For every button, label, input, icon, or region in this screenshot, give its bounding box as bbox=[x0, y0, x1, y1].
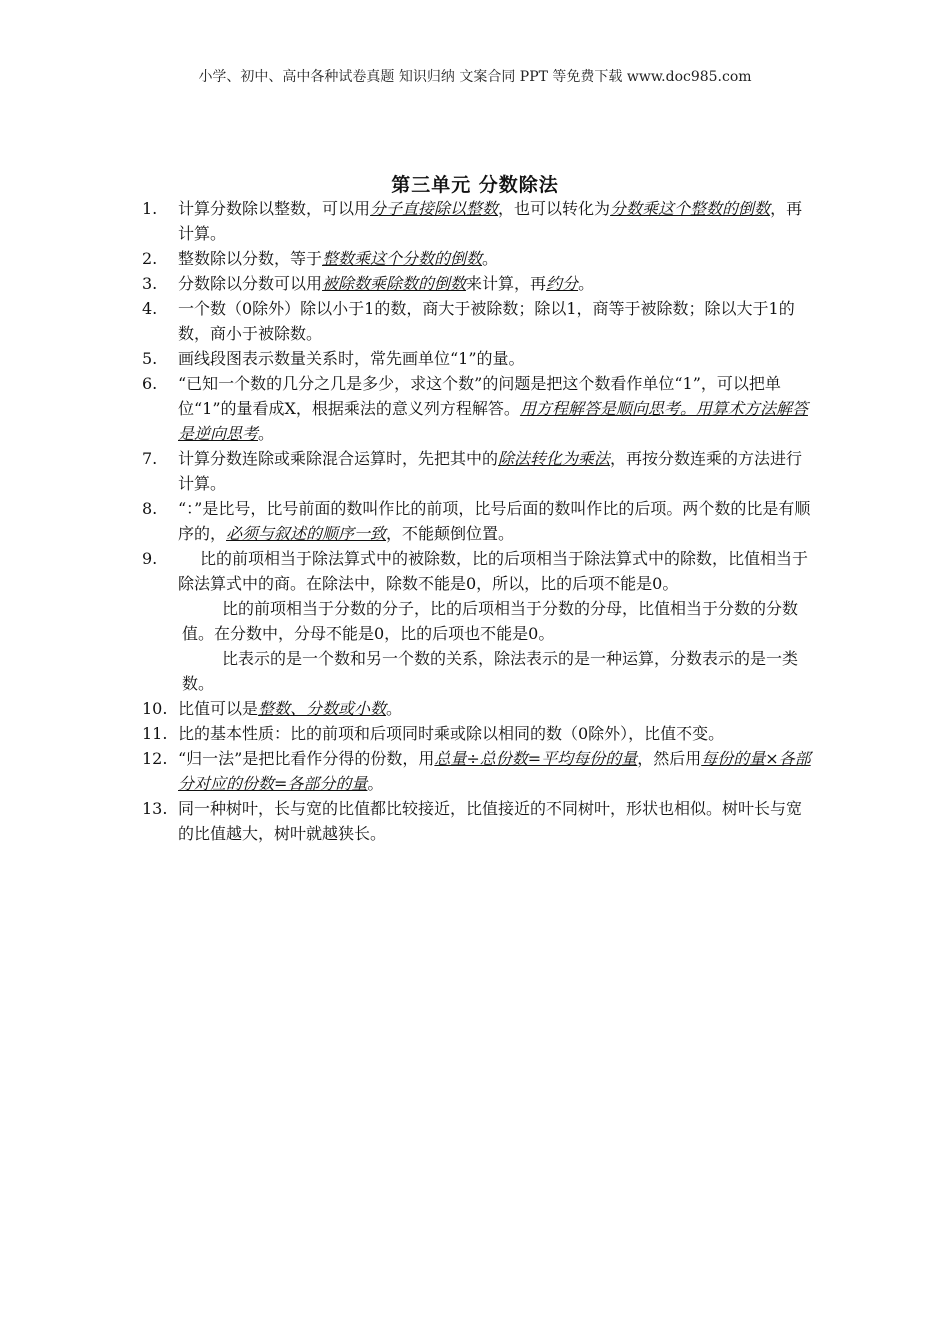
item-text: 一个数（0除外）除以小于1的数，商大于被除数；除以1，商等于被除数；除以大于1的数，商小于被除数。 bbox=[178, 299, 795, 343]
key-point: 用方程解答是顺向思考。用算术方法解答是逆向思考 bbox=[178, 399, 808, 443]
item-text: “：”是比号，比号前面的数叫作比的前项，比号后面的数叫作比的后项。两个数的比是有顺序的，必须与叙述的顺序一致，不能颠倒位置。 bbox=[178, 499, 811, 543]
list-item bbox=[142, 271, 814, 296]
list-item bbox=[142, 696, 814, 721]
key-point: 每份的量×各部分对应的份数=各部分的量 bbox=[178, 749, 811, 793]
item-text: 分数除以分数可以用被除数乘除数的倒数来计算，再约分。 bbox=[178, 274, 595, 293]
page-title: 第三单元 分数除法 bbox=[391, 174, 559, 196]
item-number: 5. bbox=[142, 349, 158, 368]
list-item bbox=[142, 496, 814, 546]
item-text: 比的前项相当于除法算式中的被除数，比的后项相当于除法算式中的除数，比值相当于除法算式中的商。在除法中，除数不能是0，所以，比的后项不能是0。 bbox=[178, 549, 809, 593]
item-text: 画线段图表示数量关系时，常先画单位“1”的量。 bbox=[178, 349, 525, 368]
key-point: 除法转化为乘法 bbox=[498, 449, 611, 468]
page-header: 小学、初中、高中各种试卷真题 知识归纳 文案合同 PPT 等免费下载 www.doc985.com bbox=[198, 69, 752, 85]
item-number: 13. bbox=[142, 799, 168, 818]
item-number: 4. bbox=[142, 299, 158, 318]
item-text: “归一法”是把比看作分得的份数，用总量÷总份数=平均每份的量，然后用每份的量×各部分对应的份数=各部分的量。 bbox=[178, 749, 811, 793]
item-number: 8. bbox=[142, 499, 158, 518]
item-number: 1. bbox=[142, 199, 158, 218]
list-item bbox=[142, 546, 814, 596]
item-text: 计算分数连除或乘除混合运算时，先把其中的除法转化为乘法，再按分数连乘的方法进行计算。 bbox=[178, 449, 803, 493]
item-number: 9. bbox=[142, 549, 158, 568]
item-number: 3. bbox=[142, 274, 158, 293]
item-text: 同一种树叶，长与宽的比值都比较接近，比值接近的不同树叶，形状也相似。树叶长与宽的比值越大，树叶就越狭长。 bbox=[178, 799, 803, 843]
item-paragraph: 比表示的是一个数和另一个数的关系，除法表示的是一种运算，分数表示的是一类数。 bbox=[182, 649, 799, 693]
list-item bbox=[142, 746, 814, 796]
list-item bbox=[142, 721, 814, 746]
key-point: 整数、分数或小数 bbox=[258, 699, 387, 718]
key-point: 总量÷总份数=平均每份的量 bbox=[434, 749, 638, 768]
list-item bbox=[142, 796, 814, 846]
list-item bbox=[142, 446, 814, 496]
item-text: 整数除以分数，等于整数乘这个分数的倒数。 bbox=[178, 249, 499, 268]
item-text: “已知一个数的几分之几是多少，求这个数”的问题是把这个数看作单位“1”，可以把单位“1”的量看成X，根据乘法的意义列方程解答。用方程解答是顺向思考。用算术方法解答是逆向思考。 bbox=[178, 374, 808, 443]
key-point: 分数乘这个整数的倒数 bbox=[610, 199, 771, 218]
list-item bbox=[142, 346, 814, 371]
key-point: 约分 bbox=[546, 274, 579, 293]
list-item bbox=[142, 371, 814, 446]
item-paragraph: 比的前项相当于分数的分子，比的后项相当于分数的分母，比值相当于分数的分数值。在分数中，分母不能是0，比的后项也不能是0。 bbox=[182, 599, 799, 643]
key-point: 分子直接除以整数 bbox=[370, 199, 499, 218]
key-point: 整数乘这个分数的倒数 bbox=[322, 249, 483, 268]
item-text: 比的基本性质：比的前项和后项同时乘或除以相同的数（0除外），比值不变。 bbox=[178, 724, 725, 743]
item-number: 10. bbox=[142, 699, 168, 718]
item-number: 7. bbox=[142, 449, 158, 468]
list-item bbox=[142, 196, 814, 246]
key-point: 必须与叙述的顺序一致 bbox=[226, 524, 387, 543]
item-number: 2. bbox=[142, 249, 158, 268]
item-number: 12. bbox=[142, 749, 168, 768]
item-text: 比值可以是整数、分数或小数。 bbox=[178, 699, 403, 718]
list-item bbox=[142, 246, 814, 271]
list-item bbox=[142, 296, 814, 346]
knowledge-list bbox=[142, 196, 814, 846]
key-point: 被除数乘除数的倒数 bbox=[322, 274, 467, 293]
item-number: 11. bbox=[142, 724, 168, 743]
item-text: 计算分数除以整数，可以用分子直接除以整数，也可以转化为分数乘这个整数的倒数，再计算。 bbox=[178, 199, 803, 243]
item-number: 6. bbox=[142, 374, 158, 393]
